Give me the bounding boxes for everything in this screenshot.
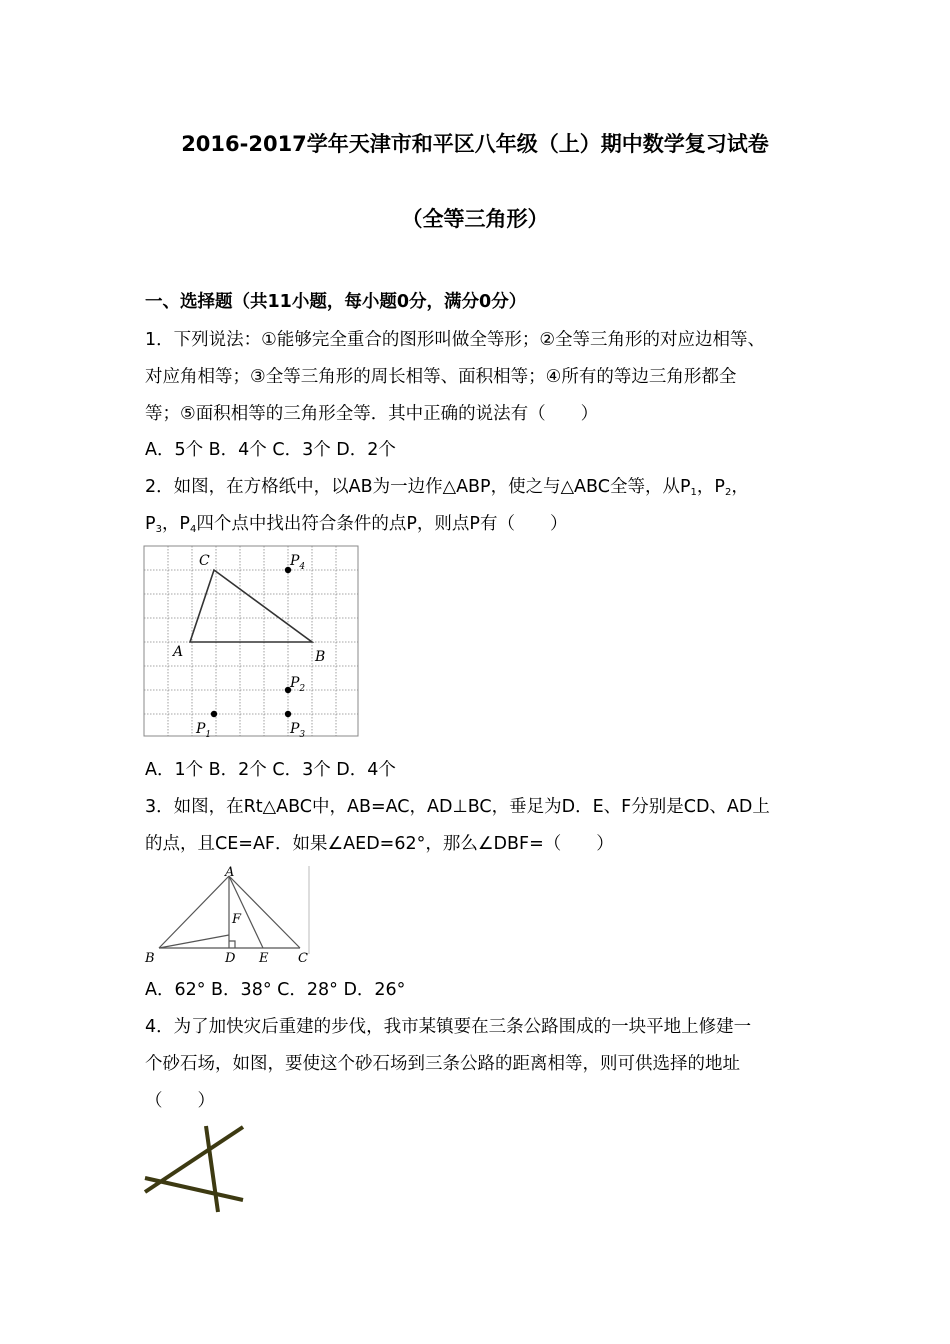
label-p1: $P_1$ — [196, 721, 212, 740]
label-b: B — [145, 951, 155, 966]
q3-options: A．62° B．38° C．28° D．26° — [145, 980, 406, 1000]
q4-line3: （ ） — [145, 1091, 215, 1111]
section-heading: 一、选择题（共11小题，每小题0分，满分0分） — [145, 292, 527, 312]
page-subtitle: （全等三角形） — [401, 207, 549, 231]
q2-line1: 2．如图，在方格纸中，以AB为一边作△ABP，使之与△ABC全等，从$P_1$，$P_2$， — [145, 477, 749, 498]
q1-line3: 等；⑤面积相等的三角形全等．其中正确的说法有（ ） — [145, 404, 599, 424]
q3-line1: 3．如图，在Rt△ABC中，AB=AC，AD⊥BC，垂足为D．E、F分别是CD、AD上 — [145, 797, 770, 817]
page-title: 2016-2017学年天津市和平区八年级（上）期中数学复习试卷 — [181, 132, 769, 156]
q4-line2: 个砂石场，如图，要使这个砂石场到三条公路的距离相等，则可供选择的地址 — [145, 1054, 740, 1074]
q1-line1: 1．下列说法：①能够完全重合的图形叫做全等形；②全等三角形的对应边相等、 — [145, 330, 766, 350]
road-2 — [145, 1178, 243, 1200]
label-c: C — [298, 951, 308, 966]
road-3 — [206, 1126, 218, 1212]
q2-line2: $P_3$，$P_4$四个点中找出符合条件的点P，则点P有（ ） — [145, 514, 568, 535]
label-b: B — [315, 649, 326, 665]
q2-grid-figure — [143, 545, 361, 740]
label-p3: $P_3$ — [290, 721, 306, 740]
point-p1 — [211, 711, 217, 717]
q1-options: A．5个 B．4个 C．3个 D．2个 — [145, 440, 396, 460]
q4-roads-figure — [143, 1122, 248, 1214]
q1-line2: 对应角相等；③全等三角形的周长相等、面积相等；④所有的等边三角形都全 — [145, 367, 737, 387]
label-d: D — [225, 951, 236, 966]
label-e: E — [259, 951, 269, 966]
label-p2: $P_2$ — [290, 675, 306, 694]
q4-line1: 4．为了加快灾后重建的步伐，我市某镇要在三条公路围成的一块平地上修建一 — [145, 1017, 752, 1037]
label-c: C — [199, 553, 210, 569]
label-p4: $P_4$ — [290, 553, 306, 572]
q2-options: A．1个 B．2个 C．3个 D．4个 — [145, 760, 396, 780]
label-a: A — [225, 865, 235, 880]
label-f: F — [232, 912, 242, 927]
q3-triangle-figure — [143, 864, 313, 967]
q3-line2: 的点，且CE=AF．如果∠AED=62°，那么∠DBF=（ ） — [145, 834, 614, 854]
label-a: A — [173, 644, 184, 660]
point-p3 — [285, 711, 291, 717]
